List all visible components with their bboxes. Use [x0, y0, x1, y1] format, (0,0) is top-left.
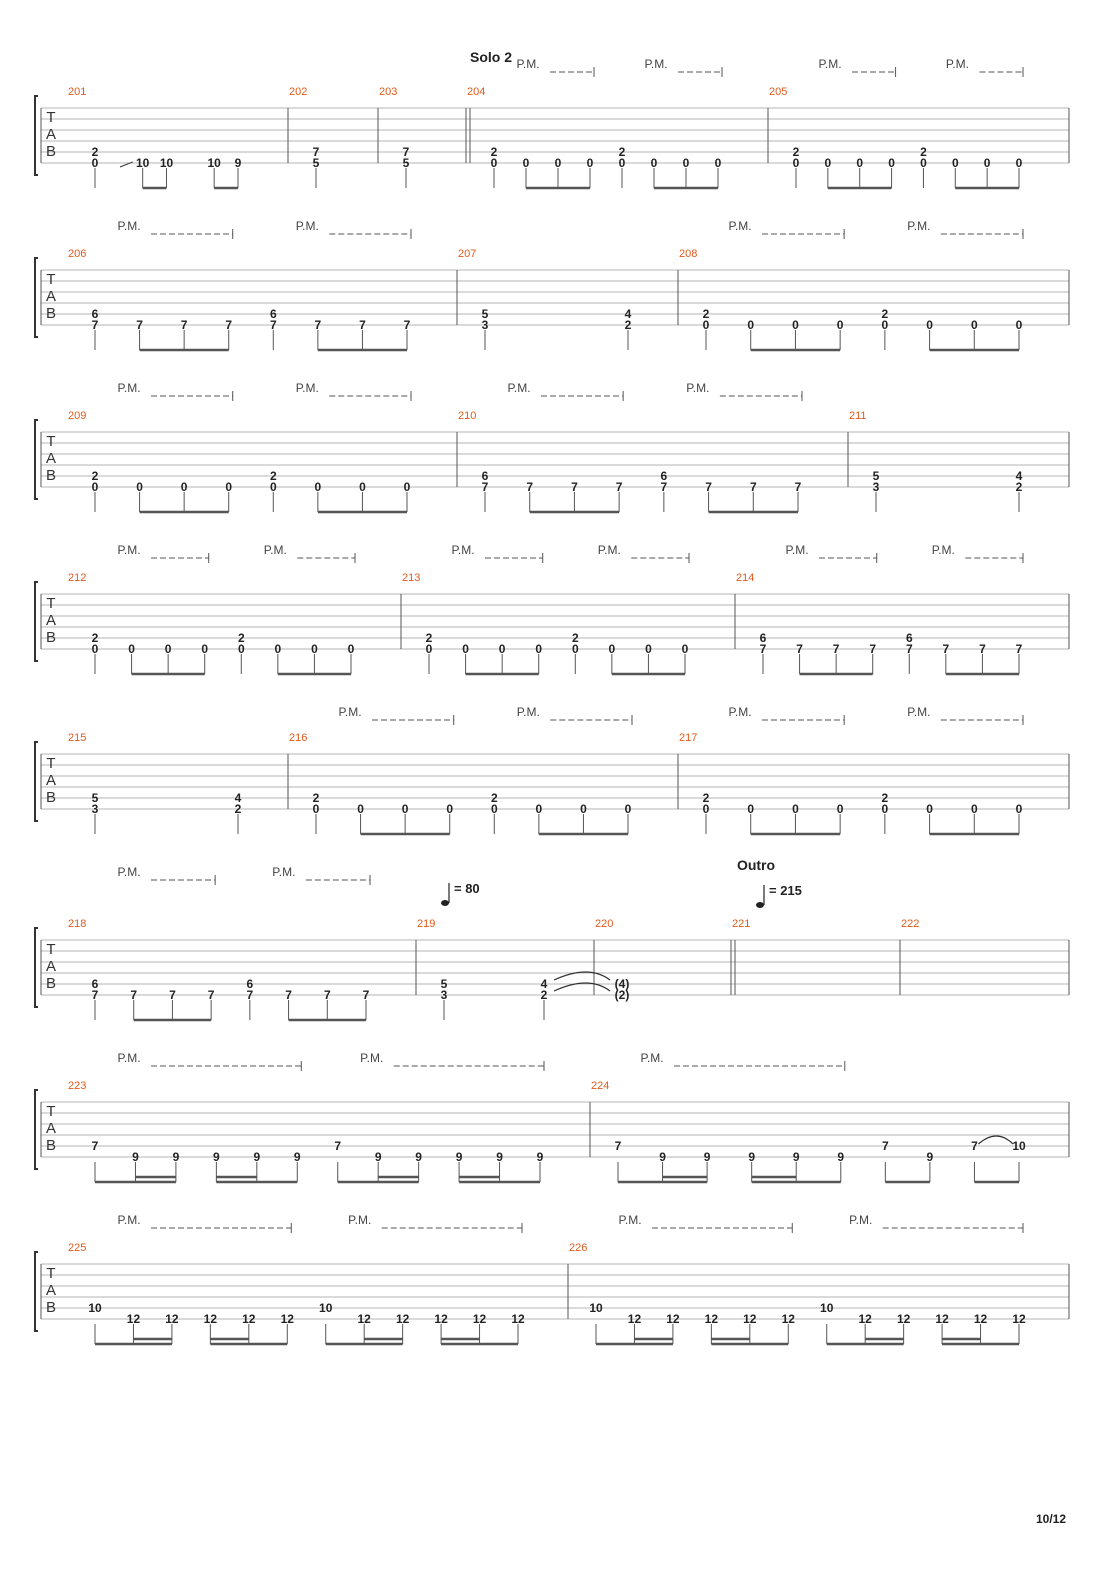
- fret-number: 12: [280, 1312, 294, 1326]
- fret-number: 7: [314, 318, 322, 332]
- tab-system: [35, 875, 1069, 1020]
- fret-number: 9: [132, 1150, 139, 1164]
- fret-number: 7: [905, 642, 913, 656]
- measure-number: 207: [458, 248, 477, 260]
- palm-mute-label: P.M.: [360, 1051, 384, 1065]
- tab-clef-letter: B: [45, 467, 57, 484]
- fret-number: 0: [201, 642, 209, 656]
- fret-number: 0: [580, 802, 587, 816]
- tab-clef-letter: T: [46, 433, 56, 450]
- fret-number: 0: [359, 480, 366, 494]
- palm-mute-label: P.M.: [272, 865, 296, 879]
- fret-number: 12: [666, 1312, 680, 1326]
- fret-number: 12: [203, 1312, 218, 1326]
- fret-number: 7: [571, 480, 578, 494]
- fret-number: 3: [872, 480, 880, 494]
- tab-clef-letter: A: [45, 126, 57, 143]
- fret-number: 9: [455, 1150, 463, 1164]
- fret-number: 5: [440, 977, 448, 991]
- palm-mute-label: P.M.: [451, 543, 475, 557]
- measure-number: 222: [901, 918, 920, 930]
- fret-number: 10: [1012, 1139, 1026, 1153]
- fret-number: 4: [1015, 469, 1023, 483]
- fret-number: 9: [234, 156, 242, 170]
- tab-clef-letter: B: [45, 305, 57, 322]
- fret-number: 0: [401, 802, 409, 816]
- fret-number: 7: [481, 480, 489, 494]
- fret-number: 12: [896, 1312, 911, 1326]
- fret-number: 9: [748, 1150, 756, 1164]
- fret-number: 0: [824, 156, 832, 170]
- palm-mute-label: P.M.: [117, 381, 141, 395]
- fret-number: 12: [126, 1312, 141, 1326]
- fret-number: 7: [832, 642, 840, 656]
- page-number: 10/12: [1035, 1512, 1066, 1526]
- fret-number: 9: [374, 1150, 382, 1164]
- fret-number: 0: [1015, 802, 1023, 816]
- system-bracket: [35, 1090, 38, 1169]
- measure-number: 216: [289, 732, 308, 744]
- fret-number: 0: [624, 802, 632, 816]
- fret-number: 0: [225, 480, 233, 494]
- tab-clef-letter: A: [45, 450, 57, 467]
- fret-number: 7: [749, 480, 757, 494]
- fret-number: 9: [703, 1150, 711, 1164]
- fret-number: 0: [920, 156, 927, 170]
- fret-number: 6: [481, 469, 489, 483]
- fret-number: 6: [905, 631, 913, 645]
- tab-clef-letter: B: [45, 143, 57, 160]
- fret-number: 7: [136, 318, 143, 332]
- fret-number: 0: [314, 480, 322, 494]
- fret-number: 7: [285, 988, 292, 1002]
- fret-number: 5: [872, 469, 880, 483]
- measure-number: 220: [595, 918, 614, 930]
- measure-number: 212: [68, 572, 87, 584]
- fret-number: 12: [242, 1312, 256, 1326]
- fret-number: 7: [615, 480, 623, 494]
- fret-number: 9: [496, 1150, 503, 1164]
- section-label: Outro: [736, 857, 776, 873]
- system-bracket: [35, 1252, 38, 1331]
- fret-number: 2: [920, 145, 927, 159]
- fret-number: 12: [935, 1312, 949, 1326]
- fret-number: 9: [213, 1150, 220, 1164]
- fret-number: 4: [234, 791, 242, 805]
- palm-mute-label: P.M.: [117, 865, 141, 879]
- palm-mute-label: P.M.: [117, 219, 141, 233]
- fret-number: 7: [759, 642, 767, 656]
- tab-system: [35, 67, 1069, 188]
- measure-number: 204: [467, 86, 486, 98]
- fret-number: 6: [246, 977, 254, 991]
- measure-number: 219: [417, 918, 436, 930]
- palm-mute-label: P.M.: [348, 1213, 372, 1227]
- palm-mute-label: P.M.: [295, 381, 319, 395]
- palm-mute-label: P.M.: [338, 705, 362, 719]
- fret-number: 10: [88, 1301, 102, 1315]
- fret-number: 2: [490, 145, 498, 159]
- tab-clef-letter: T: [46, 271, 56, 288]
- fret-number: 0: [970, 802, 978, 816]
- tab-clef-letter: T: [46, 1103, 56, 1120]
- fret-number: 0: [681, 642, 689, 656]
- fret-number: 0: [91, 480, 99, 494]
- fret-number: 7: [796, 642, 803, 656]
- fret-number: 7: [246, 988, 254, 1002]
- hammer-on-arc: [978, 1136, 1013, 1144]
- measure-number: 211: [849, 410, 867, 422]
- tab-clef-letter: T: [46, 1265, 56, 1282]
- fret-number: 10: [135, 156, 150, 170]
- fret-number: 7: [705, 480, 712, 494]
- fret-number: 0: [554, 156, 562, 170]
- fret-number: 2: [91, 631, 99, 645]
- palm-mute-label: P.M.: [818, 57, 842, 71]
- fret-number: 0: [881, 802, 889, 816]
- fret-number: 9: [659, 1150, 666, 1164]
- palm-mute-label: P.M.: [907, 219, 931, 233]
- fret-number: 12: [395, 1312, 410, 1326]
- measure-number: 215: [68, 732, 87, 744]
- tab-clef-letter: T: [46, 755, 56, 772]
- fret-number: 0: [836, 802, 844, 816]
- palm-mute-label: P.M.: [849, 1213, 873, 1227]
- fret-number: 0: [702, 802, 710, 816]
- tab-system: [35, 229, 1069, 350]
- fret-number: 0: [926, 318, 933, 332]
- fret-number: 7: [979, 642, 986, 656]
- fret-number: 2: [1015, 480, 1023, 494]
- palm-mute-label: P.M.: [507, 381, 531, 395]
- fret-number: 0: [180, 480, 188, 494]
- tab-clef-letter: A: [45, 288, 57, 305]
- fret-number: 12: [743, 1312, 757, 1326]
- fret-number: 3: [481, 318, 489, 332]
- fret-number: 10: [207, 156, 221, 170]
- fret-number: 0: [682, 156, 690, 170]
- fret-number: 12: [472, 1312, 487, 1326]
- fret-number: 7: [91, 988, 99, 1002]
- fret-number: 2: [881, 791, 889, 805]
- fret-number: 9: [293, 1150, 301, 1164]
- fret-number: 0: [312, 802, 320, 816]
- fret-number: 7: [403, 318, 411, 332]
- tab-system: [35, 715, 1069, 834]
- fret-number: 7: [971, 1139, 978, 1153]
- fret-number: 6: [759, 631, 767, 645]
- fret-number: 7: [614, 1139, 622, 1153]
- palm-mute-label: P.M.: [728, 219, 752, 233]
- tempo-marking: = 80: [454, 881, 480, 896]
- fret-number: 0: [836, 318, 844, 332]
- fret-number: 7: [180, 318, 188, 332]
- tab-clef-letter: T: [46, 595, 56, 612]
- fret-number: 9: [926, 1150, 934, 1164]
- fret-number: 6: [91, 307, 99, 321]
- fret-number: 7: [402, 145, 410, 159]
- fret-number: 7: [130, 988, 138, 1002]
- fret-number: 0: [747, 318, 755, 332]
- tempo-marking: = 215: [769, 883, 802, 898]
- fret-number: 2: [91, 145, 99, 159]
- fret-number: 0: [888, 156, 895, 170]
- measure-number: 202: [289, 86, 308, 98]
- fret-number: 12: [781, 1312, 795, 1326]
- fret-number: 2: [571, 631, 579, 645]
- fret-number: 0: [926, 802, 933, 816]
- palm-mute-label: P.M.: [117, 543, 141, 557]
- fret-number: 0: [91, 642, 99, 656]
- fret-number: 0: [128, 642, 135, 656]
- palm-mute-label: P.M.: [644, 57, 668, 71]
- fret-number: 0: [490, 802, 498, 816]
- fret-number: 0: [498, 642, 506, 656]
- fret-number: 4: [624, 307, 632, 321]
- fret-number: 0: [357, 802, 364, 816]
- fret-number: 2: [234, 802, 242, 816]
- fret-number: 10: [589, 1301, 603, 1315]
- palm-mute-label: P.M.: [516, 57, 540, 71]
- fret-number: 0: [462, 642, 469, 656]
- fret-number: 10: [159, 156, 174, 170]
- fret-number: 9: [253, 1150, 261, 1164]
- tab-clef-letter: B: [45, 789, 57, 806]
- fret-number: 12: [704, 1312, 719, 1326]
- fret-number: 0: [714, 156, 722, 170]
- fret-number: 7: [660, 480, 668, 494]
- tab-clef-letter: A: [45, 612, 57, 629]
- fret-number: 0: [881, 318, 889, 332]
- section-label: Solo 2: [469, 49, 513, 65]
- palm-mute-label: P.M.: [117, 1213, 141, 1227]
- fret-number: 12: [165, 1312, 179, 1326]
- fret-number: 0: [983, 156, 991, 170]
- fret-number: 7: [169, 988, 176, 1002]
- fret-number: 0: [535, 642, 543, 656]
- fret-number: 6: [660, 469, 668, 483]
- tab-clef-letter: T: [46, 109, 56, 126]
- fret-number: 2: [881, 307, 889, 321]
- tab-clef-letter: B: [45, 1137, 57, 1154]
- fret-number: 7: [526, 480, 534, 494]
- palm-mute-label: P.M.: [931, 543, 955, 557]
- fret-number: 0: [856, 156, 864, 170]
- tab-system: [35, 391, 1069, 512]
- fret-number: 2: [425, 631, 433, 645]
- fret-number: 12: [434, 1312, 448, 1326]
- fret-number: 10: [319, 1301, 333, 1315]
- tab-clef-letter: A: [45, 958, 57, 975]
- fret-number: 2: [702, 307, 710, 321]
- fret-number: 0: [792, 156, 800, 170]
- palm-mute-label: P.M.: [597, 543, 621, 557]
- fret-number: 7: [269, 318, 277, 332]
- fret-number: 0: [274, 642, 282, 656]
- palm-mute-label: P.M.: [263, 543, 287, 557]
- fret-number: 7: [207, 988, 215, 1002]
- measure-number: 203: [379, 86, 398, 98]
- system-bracket: [35, 742, 38, 821]
- fret-number: 0: [136, 480, 143, 494]
- fret-number: 0: [608, 642, 616, 656]
- quarter-note-icon: [441, 900, 449, 906]
- palm-mute-label: P.M.: [117, 1051, 141, 1065]
- fret-number: 2: [312, 791, 320, 805]
- measure-number: 209: [68, 410, 87, 422]
- fret-number: 5: [402, 156, 410, 170]
- system-bracket: [35, 258, 38, 337]
- tab-system: [35, 1223, 1069, 1344]
- fret-number: 5: [481, 307, 489, 321]
- fret-number: 3: [440, 988, 448, 1002]
- fret-number: 0: [269, 480, 277, 494]
- fret-number: 0: [311, 642, 318, 656]
- palm-mute-label: P.M.: [516, 705, 540, 719]
- fret-number: 7: [881, 1139, 889, 1153]
- fret-number: 6: [269, 307, 277, 321]
- fret-number: 2: [490, 791, 498, 805]
- fret-number: 12: [1012, 1312, 1026, 1326]
- fret-number: 7: [359, 318, 366, 332]
- measure-number: 217: [679, 732, 698, 744]
- measure-number: 223: [68, 1080, 87, 1092]
- measure-number: 214: [736, 572, 755, 584]
- fret-number: 0: [747, 802, 755, 816]
- fret-number: 7: [323, 988, 331, 1002]
- fret-number: 0: [792, 802, 799, 816]
- fret-number: 7: [942, 642, 950, 656]
- fret-number: 9: [837, 1150, 845, 1164]
- palm-mute-label: P.M.: [907, 705, 931, 719]
- system-bracket: [35, 582, 38, 661]
- palm-mute-label: P.M.: [640, 1051, 664, 1065]
- fret-number: 0: [1015, 318, 1023, 332]
- palm-mute-label: P.M.: [686, 381, 710, 395]
- fret-number: 7: [362, 988, 370, 1002]
- palm-mute-label: P.M.: [785, 543, 809, 557]
- fret-number: 2: [540, 988, 548, 1002]
- tab-clef-letter: B: [45, 629, 57, 646]
- fret-number: (2): [614, 988, 630, 1002]
- fret-number: 0: [164, 642, 172, 656]
- fret-number: 0: [618, 156, 626, 170]
- fret-number: 6: [91, 977, 99, 991]
- fret-number: 0: [535, 802, 543, 816]
- measure-number: 210: [458, 410, 477, 422]
- fret-number: 2: [269, 469, 277, 483]
- palm-mute-label: P.M.: [295, 219, 319, 233]
- fret-number: 0: [645, 642, 652, 656]
- fret-number: 2: [792, 145, 800, 159]
- system-bracket: [35, 420, 38, 499]
- measure-number: 218: [68, 918, 87, 930]
- fret-number: 0: [490, 156, 498, 170]
- fret-number: 4: [540, 977, 548, 991]
- fret-number: 0: [446, 802, 454, 816]
- fret-number: 2: [237, 631, 245, 645]
- fret-number: (4): [614, 977, 630, 991]
- palm-mute-label: P.M.: [618, 1213, 642, 1227]
- fret-number: 3: [91, 802, 99, 816]
- fret-number: 7: [91, 318, 99, 332]
- fret-number: 0: [792, 318, 799, 332]
- fret-number: 0: [237, 642, 245, 656]
- fret-number: 0: [571, 642, 579, 656]
- measure-number: 201: [68, 86, 87, 98]
- measure-number: 221: [732, 918, 751, 930]
- fret-number: 0: [650, 156, 658, 170]
- measure-number: 208: [679, 248, 698, 260]
- measure-number: 225: [68, 1242, 87, 1254]
- fret-number: 7: [869, 642, 877, 656]
- fret-number: 0: [91, 156, 99, 170]
- tab-clef-letter: T: [46, 941, 56, 958]
- fret-number: 2: [624, 318, 632, 332]
- fret-number: 7: [1015, 642, 1023, 656]
- fret-number: 10: [820, 1301, 834, 1315]
- fret-number: 12: [973, 1312, 988, 1326]
- tab-clef-letter: A: [45, 772, 57, 789]
- fret-number: 7: [312, 145, 320, 159]
- fret-number: 0: [347, 642, 355, 656]
- tab-system: [35, 1061, 1069, 1182]
- tab-clef-letter: A: [45, 1120, 57, 1137]
- fret-number: 9: [415, 1150, 422, 1164]
- fret-number: 5: [91, 791, 99, 805]
- tab-clef-letter: A: [45, 1282, 57, 1299]
- tab-clef-letter: B: [45, 1299, 57, 1316]
- fret-number: 9: [792, 1150, 800, 1164]
- fret-number: 0: [425, 642, 433, 656]
- fret-number: 5: [312, 156, 320, 170]
- fret-number: 12: [357, 1312, 371, 1326]
- fret-number: 12: [858, 1312, 872, 1326]
- fret-number: 0: [403, 480, 411, 494]
- fret-number: 0: [586, 156, 594, 170]
- fret-number: 12: [511, 1312, 525, 1326]
- fret-number: 2: [91, 469, 99, 483]
- tab-system: [35, 553, 1069, 674]
- palm-mute-label: P.M.: [728, 705, 752, 719]
- system-bracket: [35, 928, 38, 1007]
- tab-clef-letter: B: [45, 975, 57, 992]
- system-bracket: [35, 96, 38, 175]
- fret-number: 0: [970, 318, 978, 332]
- quarter-note-icon: [756, 902, 764, 908]
- palm-mute-label: P.M.: [945, 57, 969, 71]
- measure-number: 226: [569, 1242, 588, 1254]
- measure-number: 213: [402, 572, 421, 584]
- fret-number: 7: [794, 480, 802, 494]
- fret-number: 7: [334, 1139, 342, 1153]
- fret-number: 9: [172, 1150, 180, 1164]
- fret-number: 0: [951, 156, 959, 170]
- fret-number: 7: [225, 318, 233, 332]
- fret-number: 0: [522, 156, 530, 170]
- fret-number: 12: [627, 1312, 642, 1326]
- fret-number: 9: [536, 1150, 544, 1164]
- measure-number: 206: [68, 248, 87, 260]
- fret-number: 7: [91, 1139, 99, 1153]
- measure-number: 224: [591, 1080, 610, 1092]
- fret-number: 0: [702, 318, 710, 332]
- measure-number: 205: [769, 86, 788, 98]
- fret-number: 2: [618, 145, 626, 159]
- fret-number: 0: [1015, 156, 1023, 170]
- fret-number: 2: [702, 791, 710, 805]
